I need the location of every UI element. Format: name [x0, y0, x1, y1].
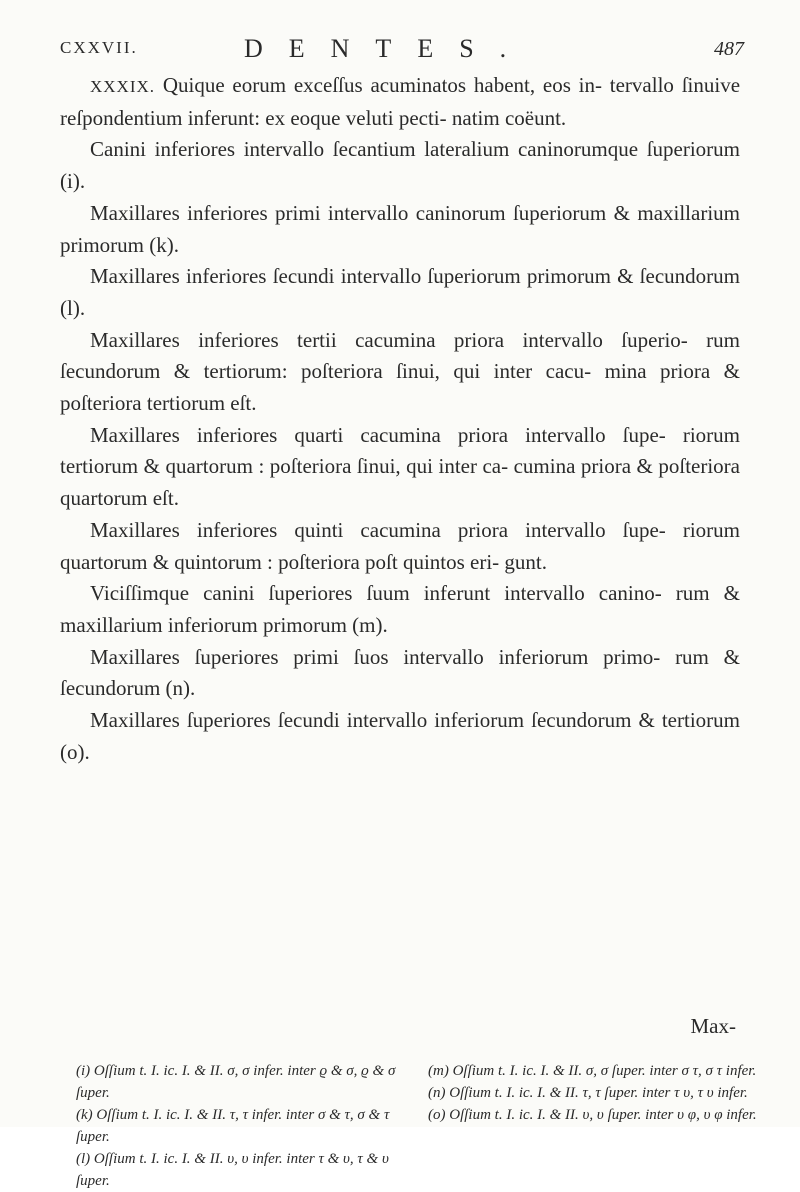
paragraph — [60, 70, 740, 134]
paragraph — [60, 420, 740, 515]
footnote: (o) Oſſium t. I. ic. I. & II. υ, υ ſuper. inter υ φ, υ φ infer. — [428, 1107, 757, 1123]
paragraph-text: Maxillares inferiores quinti cacumina priora intervallo ſupe- riorum quartorum & quintorum : poſteriora poſt quintos eri- gunt. — [60, 517, 740, 574]
footnotes-left-column — [76, 1060, 408, 1192]
footnote: (m) Oſſium t. I. ic. I. & II. σ, σ ſuper. inter σ τ, σ τ infer. — [428, 1063, 757, 1079]
footnote: (k) Oſſium t. I. ic. I. & II. τ, τ infer. inter σ & τ, σ & τ ſuper. — [76, 1107, 390, 1145]
paragraph-text: Maxillares ſuperiores primi ſuos intervallo inferiorum primo- rum & ſecundorum (n). — [60, 644, 740, 701]
paragraph-text: Maxillares inferiores tertii cacumina priora intervallo ſuperio- rum ſecundorum & tertiorum: poſteriora ſinui, qui inter cacu- mina priora & poſteriora tertiorum eſt. — [60, 327, 740, 416]
paragraph — [60, 515, 740, 578]
footnotes-right-column — [428, 1060, 760, 1126]
paragraph-text: Quique eorum exceſſus acuminatos habent, eos in- tervallo ſinuive reſpondentium inferunt: ex eoque veluti pecti- natim coëunt. — [60, 73, 741, 130]
catchword: Max- — [690, 1014, 736, 1038]
paragraph-text: Maxillares inferiores primi intervallo caninorum ſuperiorum & maxillarium primorum (k). — [60, 200, 740, 257]
paragraph — [60, 198, 740, 261]
footnote: (n) Oſſium t. I. ic. I. & II. τ, τ ſuper. inter τ υ, τ υ infer. — [428, 1085, 748, 1101]
paragraph — [60, 642, 740, 705]
paragraph — [60, 261, 740, 324]
paragraph-text: Canini inferiores intervallo ſecantium lateralium caninorumque ſuperiorum (i). — [60, 137, 740, 194]
page-number: 487 — [714, 38, 744, 60]
paragraph-text: Maxillares inferiores ſecundi intervallo ſuperiorum primorum & ſecundorum (l). — [60, 264, 740, 320]
paragraph — [60, 134, 740, 197]
main-text — [60, 70, 740, 768]
section-number: XXXIX. — [90, 77, 156, 96]
paragraph — [60, 578, 740, 641]
running-title: DENTES. — [244, 34, 533, 63]
paragraph-text: Maxillares ſuperiores ſecundi intervallo inferiorum ſecundorum & tertiorum (o). — [60, 708, 740, 764]
chapter-number: CXXVII. — [60, 38, 138, 57]
footnote: (i) Oſſium t. I. ic. I. & II. σ, σ infer. inter ϱ & σ, ϱ & σ ſuper. — [76, 1063, 396, 1101]
running-header — [54, 34, 744, 70]
paragraph-text: Viciſſimque canini ſuperiores ſuum inferunt intervallo canino- rum & maxillarium inferiorum primorum (m). — [60, 581, 740, 637]
paragraph — [60, 705, 740, 768]
paragraph — [60, 325, 740, 420]
paragraph-text: Maxillares inferiores quarti cacumina priora intervallo ſupe- riorum tertiorum & quartorum : poſteriora ſinui, qui inter ca- cumina priora & poſteriora quartorum eſt. — [60, 422, 740, 511]
footnote: (l) Oſſium t. I. ic. I. & II. υ, υ infer. inter τ & υ, τ & υ ſuper. — [76, 1151, 389, 1189]
